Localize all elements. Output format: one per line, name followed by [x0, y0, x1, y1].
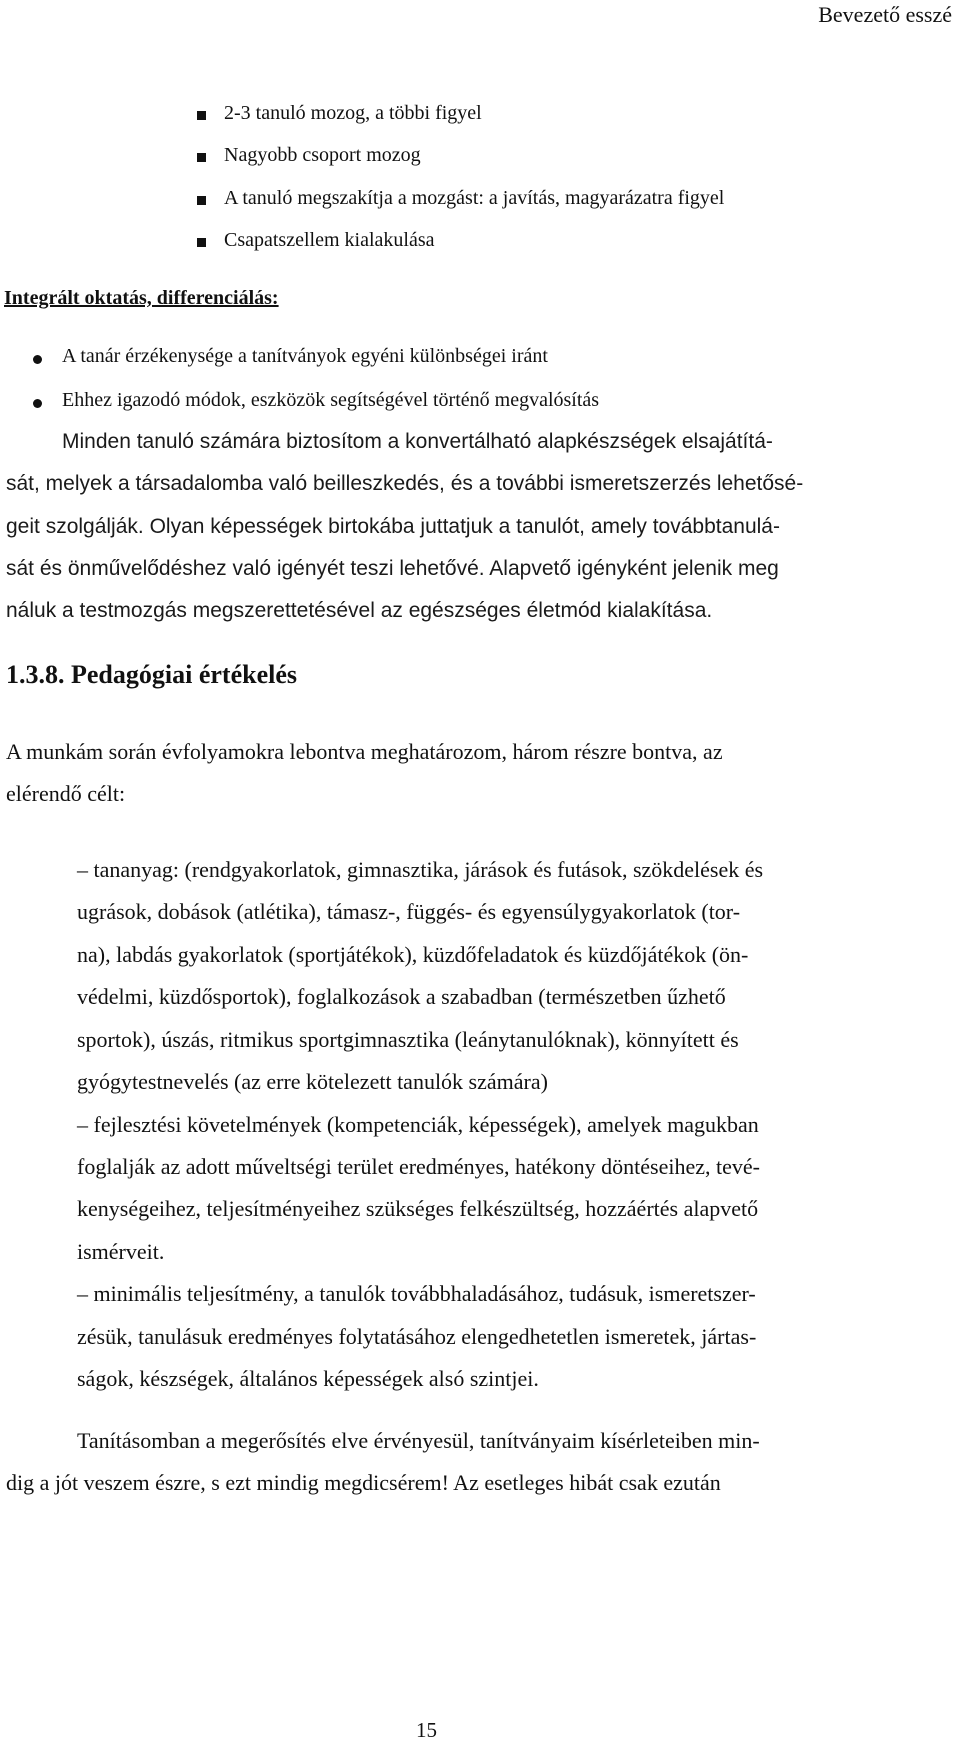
page-header-title: Bevezető esszé: [818, 2, 952, 27]
dash-line: – tananyag: (rendgyakorlatok, gimnasztika, járások és futások, szökdelések és: [77, 857, 764, 882]
section-heading: 1.3.8. Pedagógiai értékelés: [6, 660, 297, 689]
dash-line: – minimális teljesítmény, a tanulók továbbhaladásához, tudásuk, ismeretszer-: [77, 1281, 756, 1306]
dash-line: gyógytestnevelés (az erre kötelezett tanulók számára): [77, 1069, 548, 1094]
dash-line: ismérveit.: [77, 1239, 165, 1264]
dash-line: zésük, tanulásuk eredményes folytatásához elengedhetetlen ismeretek, jártas-: [77, 1324, 757, 1349]
list-item: Nagyobb csoport mozog: [224, 144, 421, 166]
dash-line: ugrások, dobások (atlétika), támasz-, függés- és egyensúlygyakorlatok (tor-: [77, 899, 741, 924]
dash-line: védelmi, küzdősportok), foglalkozások a szabadban (természetben űzhető: [77, 984, 726, 1009]
list-item: Csapatszellem kialakulása: [224, 229, 435, 251]
dash-line: sportok), úszás, ritmikus sportgimnasztika (leánytanulóknak), könnyített és: [77, 1027, 739, 1052]
dash-line: na), labdás gyakorlatok (sportjátékok), küzdőfeladatok és küzdőjátékok (ön-: [77, 942, 749, 967]
dash-line: – fejlesztési követelmények (kompetenciák, képességek), amelyek magukban: [77, 1112, 759, 1137]
paragraph-line: Minden tanuló számára biztosítom a konvertálható alapkészségek elsajátítá-: [62, 430, 773, 453]
square-bullet-icon: [197, 153, 206, 162]
paragraph-line: geit szolgálják. Olyan képességek birtokába juttatjuk a tanulót, amely továbbtanulá-: [6, 515, 780, 538]
paragraph-line: A munkám során évfolyamokra lebontva meghatározom, három részre bontva, az: [6, 739, 723, 764]
paragraph-line: náluk a testmozgás megszerettetésével az egészséges életmód kialakítása.: [6, 599, 713, 622]
paragraph-line: sát és önművelődéshez való igényét teszi lehetővé. Alapvető igényként jelenik meg: [6, 557, 779, 580]
list-item: A tanár érzékenysége a tanítványok egyéni különbségei iránt: [62, 345, 548, 367]
paragraph-line: elérendő célt:: [6, 781, 126, 806]
square-bullet-icon: [197, 111, 206, 120]
list-item: 2-3 tanuló mozog, a többi figyel: [224, 102, 482, 124]
dash-line: foglalják az adott műveltségi terület eredményes, hatékony döntéseihez, tevé-: [77, 1154, 760, 1179]
paragraph-line: sát, melyek a társadalomba való beilleszkedés, és a további ismeretszerzés lehetősé-: [6, 472, 804, 495]
square-bullet-icon: [197, 196, 206, 205]
integrated-heading: Integrált oktatás, differenciálás:: [4, 287, 279, 309]
round-bullet-icon: [33, 355, 42, 364]
page-number: 15: [416, 1718, 437, 1742]
list-item: A tanuló megszakítja a mozgást: a javítás, magyarázatra figyel: [224, 187, 725, 209]
square-bullet-icon: [197, 238, 206, 247]
dash-line: ságok, készségek, általános képességek alsó szintjei.: [77, 1366, 539, 1391]
paragraph-line: dig a jót veszem észre, s ezt mindig megdicsérem! Az esetleges hibát csak ezután: [6, 1470, 721, 1495]
round-bullet-icon: [33, 399, 42, 408]
dash-line: kenységeihez, teljesítményeihez szükséges felkészültség, hozzáértés alapvető: [77, 1196, 759, 1221]
paragraph-line: Tanításomban a megerősítés elve érvényesül, tanítványaim kísérleteiben min-: [77, 1428, 760, 1453]
list-item: Ehhez igazodó módok, eszközök segítségével történő megvalósítás: [62, 389, 600, 411]
